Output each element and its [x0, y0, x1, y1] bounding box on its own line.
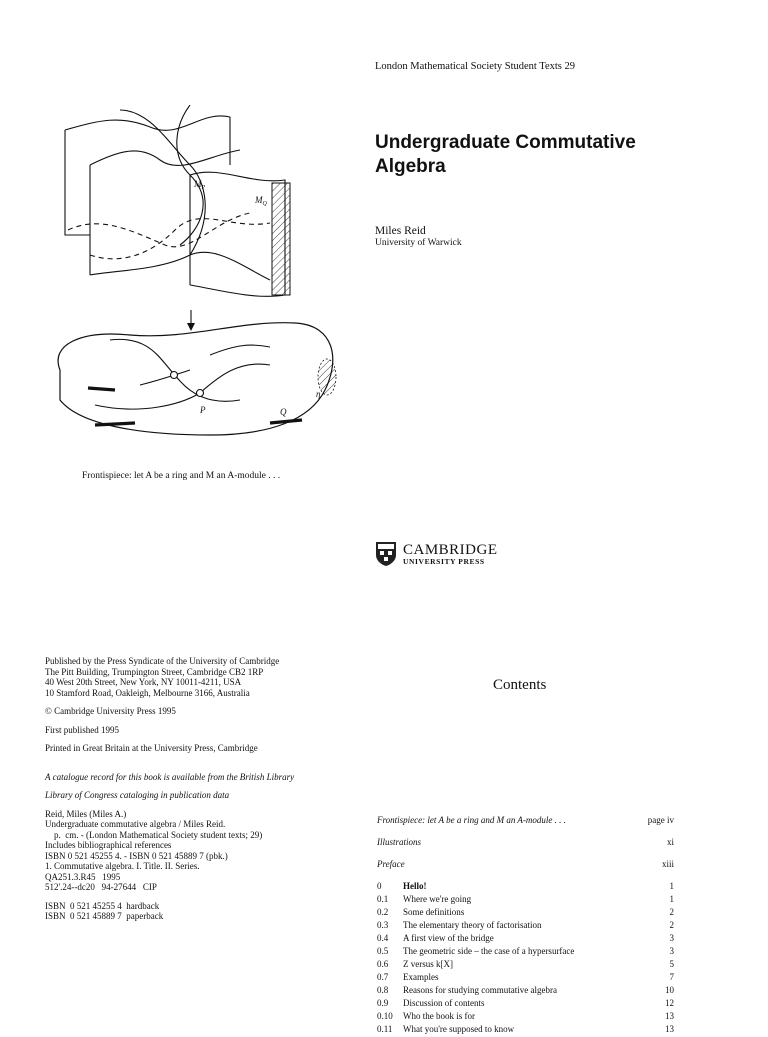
imprint-address-2: The Pitt Building, Trumpington Street, Cambridge CB2 1RP	[45, 666, 264, 677]
toc-chapter[interactable]: 0 Hello! 1	[377, 881, 674, 891]
toc-section[interactable]: 0.8 Reasons for studying commutative algebra 10	[377, 985, 674, 995]
sheet-back-top	[65, 116, 230, 130]
dashed-curve-b	[90, 219, 270, 259]
author-affiliation: University of Warwick	[375, 238, 462, 248]
toc-section[interactable]: 0.7 Examples 7	[377, 972, 674, 982]
publisher-name: CAMBRIDGE	[403, 541, 498, 558]
label-p: P	[200, 405, 206, 415]
publisher-logo	[375, 541, 498, 567]
base-space	[58, 323, 333, 435]
loc-line: QA251.3.R45 1995	[45, 871, 121, 882]
toc-section[interactable]: 0.6 Z versus k[X] 5	[377, 959, 674, 969]
dashed-curve-a	[68, 213, 250, 247]
imprint-address-1: Published by the Press Syndicate of the University of Cambridge	[45, 656, 280, 666]
imprint-first-published: First published 1995	[45, 724, 120, 735]
author-block	[375, 225, 462, 249]
imprint-copyright: © Cambridge University Press 1995	[45, 706, 176, 716]
isbn-line: ISBN 0 521 45255 4 hardback	[45, 900, 160, 911]
toc-section[interactable]: 0.9 Discussion of contents 12	[377, 998, 674, 1008]
node-point-p	[197, 390, 204, 397]
loc-line: Includes bibliographical references	[45, 840, 172, 850]
toc-section[interactable]: 0.5 The geometric side – the case of a hypersurface 3	[377, 946, 674, 956]
thick-segment-b	[95, 423, 135, 425]
imprint-loc-heading: Library of Congress cataloging in publication data	[45, 790, 230, 800]
imprint-address-3: 40 West 20th Street, New York, NY 10011-4211, USA	[45, 677, 242, 687]
label-mp: $M_P$	[194, 179, 206, 191]
table-of-contents	[377, 815, 674, 1037]
node-point	[171, 372, 178, 379]
loc-line: Undergraduate commutative algebra / Miles Reid.	[45, 819, 226, 829]
book-title	[375, 131, 636, 179]
hatched-fibre	[272, 183, 290, 295]
loc-line: 1. Commutative algebra. I. Title. II. Series.	[45, 861, 200, 871]
publisher-subname: UNIVERSITY PRESS	[403, 556, 485, 566]
imprint-address-4: 10 Stamford Road, Oakleigh, Melbourne 3166, Australia	[45, 687, 250, 698]
frontispiece-figure	[40, 105, 340, 465]
series-line: London Mathematical Society Student Texts 29	[375, 61, 575, 72]
toc-section[interactable]: 0.4 A first view of the bridge 3	[377, 933, 674, 943]
isbn-line: ISBN 0 521 45889 7 paperback	[45, 911, 164, 921]
label-eta: η	[316, 389, 321, 399]
toc-section[interactable]: 0.3 The elementary theory of factorisation 2	[377, 920, 674, 930]
loc-line: ISBN 0 521 45255 4. - ISBN 0 521 45889 7 (pbk.)	[45, 850, 228, 861]
label-q: Q	[280, 407, 287, 417]
generic-point-region	[318, 359, 336, 395]
thick-segment-a	[88, 388, 115, 390]
sheet-front-top	[90, 150, 240, 165]
toc-section[interactable]: 0.1 Where we're going 1	[377, 894, 674, 904]
contents-heading: Contents	[493, 677, 547, 693]
sheet-back-left	[65, 130, 90, 235]
cambridge-crest-icon	[375, 541, 397, 567]
loc-line: p. cm. - (London Mathematical Society student texts; 29)	[45, 829, 263, 840]
toc-front-item[interactable]: Illustrations xi	[377, 837, 674, 847]
label-mq: $M_Q$	[255, 195, 267, 207]
imprint-printed: Printed in Great Britain at the University Press, Cambridge	[45, 743, 258, 753]
book-title-line1: Undergraduate Commutative	[375, 132, 636, 153]
toc-front-item[interactable]: Preface xiii	[377, 859, 674, 869]
toc-section[interactable]: 0.10 Who the book is for 13	[377, 1011, 674, 1021]
toc-section[interactable]: 0.11 What you're supposed to know 13	[377, 1024, 674, 1034]
toc-front-item[interactable]: Frontispiece: let A be a ring and M an A-module . . . page iv	[377, 815, 674, 825]
loc-line: 512'.24--dc20 94-27644 CIP	[45, 882, 157, 892]
frontispiece-caption: Frontispiece: let A be a ring and M an A-module . . .	[82, 471, 281, 481]
sheet-bottom	[90, 252, 270, 280]
imprint-block	[45, 656, 365, 922]
loc-line: Reid, Miles (Miles A.)	[45, 808, 127, 819]
toc-section[interactable]: 0.2 Some definitions 2	[377, 907, 674, 917]
thick-segment-q	[270, 420, 302, 423]
imprint-catalogue: A catalogue record for this book is available from the British Library	[45, 771, 295, 782]
book-title-line2: Algebra	[375, 156, 446, 177]
author-name: Miles Reid	[375, 225, 426, 237]
